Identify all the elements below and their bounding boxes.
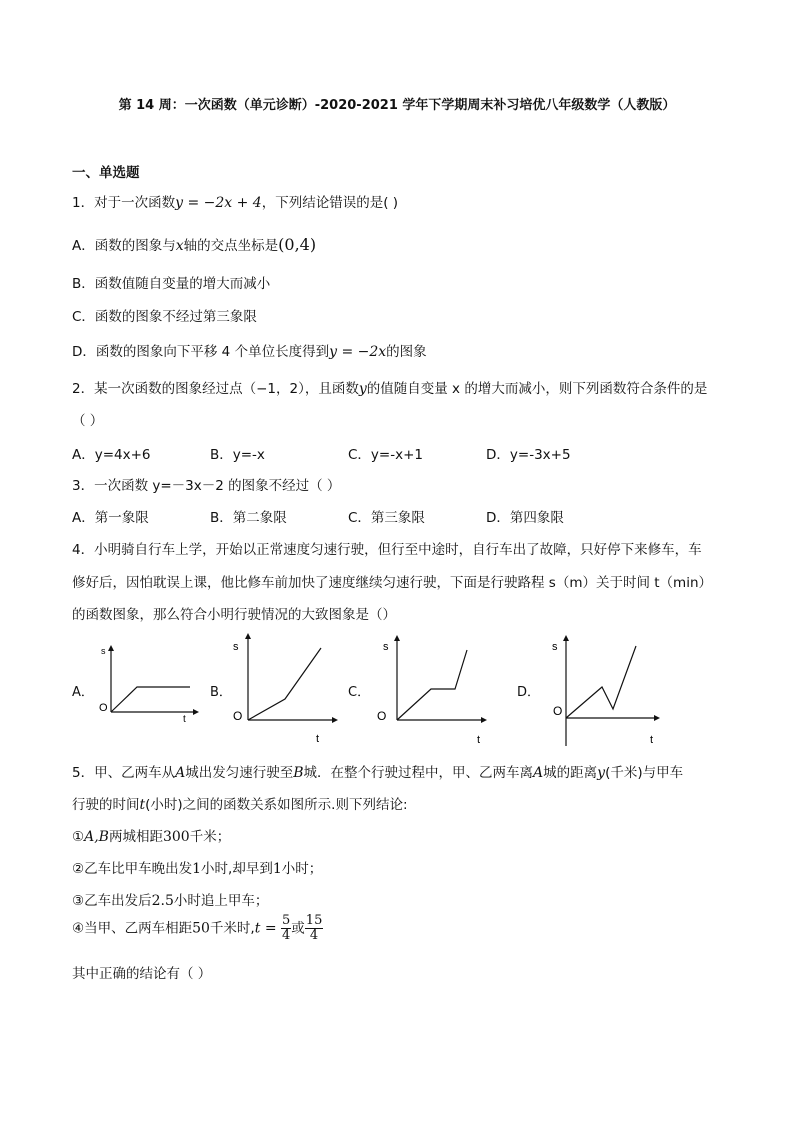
graph-a-curve [111, 687, 190, 712]
graph-d-origin: O [553, 704, 563, 718]
graph-b-origin: O [233, 709, 243, 723]
q5-c3a: ③乙车出发后 [72, 893, 152, 909]
graph-d-curve [566, 646, 636, 718]
q5-l2b: (小时)之间的函数关系如图所示.则下列结论: [145, 797, 408, 813]
q1-d-suf: 的图象 [386, 344, 427, 360]
q2-suf: 的值随自变量 x 的增大而减小，则下列函数符合条件的是 [366, 381, 708, 397]
q1-a-var: x [175, 238, 184, 254]
q2-stem-line2: （ ） [72, 413, 104, 429]
q2-var: y [358, 381, 367, 397]
q5-answer-prompt: 其中正确的结论有（ ） [72, 966, 212, 982]
q5-c1b: 两城相距 [108, 829, 163, 845]
q5-c1-num: 300 [162, 829, 190, 845]
q5-conclusion-2 [72, 857, 322, 877]
q5-l1a: 5．甲、乙两车从 [72, 765, 176, 781]
q4-graph-a-label: A． [72, 685, 94, 700]
q3-option-d: D．第四象限 [486, 510, 564, 526]
q4-graph-a [95, 640, 205, 724]
graph-c-t-arrow [481, 717, 487, 723]
q5-conclusion-3 [72, 889, 268, 909]
q1-option-d [72, 340, 427, 360]
q5-l1-y: y [597, 765, 606, 781]
frac2-num: 15 [305, 913, 323, 928]
q2-option-c: C．y=-x+1 [348, 447, 423, 463]
graph-d-t-arrow [654, 715, 660, 721]
q5-c4-num: 50 [192, 920, 210, 937]
q5-stem-line1 [72, 761, 683, 781]
q4-graph-b-label: B． [210, 685, 232, 700]
q3-option-b: B．第二象限 [210, 510, 287, 526]
q1-a-point: (0,4) [278, 235, 317, 254]
graph-b-t-label: t [316, 733, 320, 745]
q2-option-b: B．y=-x [210, 447, 265, 463]
q2-stem-line1 [72, 377, 707, 397]
page-title: 第 14 周：一次函数（单元诊断）-2020-2021 学年下学期周末补习培优八年级数学（人教版） [118, 98, 676, 113]
graph-c-curve [397, 650, 467, 720]
q1-d-pre: D．函数的图象向下平移 4 个单位长度得到 [72, 344, 330, 360]
q1-option-a [72, 234, 316, 254]
q3-stem: 3．一次函数 y=－3x－2 的图象不经过（ ） [72, 478, 341, 494]
q3-option-a: A．第一象限 [72, 510, 149, 526]
q5-c1c: 千米； [189, 829, 231, 845]
graph-a-s-arrow [108, 645, 114, 651]
q1-stem [72, 191, 398, 211]
q2-option-a: A．y=4x+6 [72, 447, 151, 463]
graph-d-s-label: s [552, 641, 558, 653]
q1-prefix: 1．对于一次函数 [72, 195, 176, 211]
q4-graph-b [228, 630, 340, 746]
q4-stem-line3: 的函数图象，那么符合小明行驶情况的大致图象是（） [72, 607, 396, 623]
graph-b-s-label: s [233, 641, 239, 653]
q5-c2c: 小时； [281, 861, 323, 877]
q5-c2a: ②乙车比甲车晚出发 [72, 861, 193, 877]
q5-c2-num1: 1 [192, 861, 202, 877]
q4-stem-line2: 修好后，因怕耽误上课，他比修车前加快了速度继续匀速行驶，下面是行驶路程 s（m）关于时间 t（min） [72, 575, 713, 591]
q1-d-expr: y = −2x [329, 344, 387, 360]
graph-c-t-label: t [477, 734, 481, 746]
q2-pre: 2．某一次函数的图象经过点（−1，2），且函数 [72, 381, 359, 397]
graph-c-s-label: s [383, 641, 389, 653]
q5-c3-num: 2.5 [151, 893, 174, 909]
q5-l1c: 城．在整个行驶过程中，甲、乙两车离 [303, 765, 534, 781]
graph-d-s-arrow [563, 635, 569, 641]
q5-c4a: ④当甲、乙两车相距 [72, 920, 193, 937]
graph-b-s-arrow [245, 633, 251, 639]
q4-graph-c-label: C． [348, 685, 371, 700]
q5-stem-line2 [72, 793, 408, 813]
q5-c1-AB: A,B [84, 829, 109, 845]
q5-l1-A2: A [533, 765, 544, 781]
graph-a-origin: O [99, 702, 108, 714]
frac2-den: 4 [309, 928, 319, 943]
q1-suffix: ，下列结论错误的是( ) [261, 195, 399, 211]
q1-option-b: B．函数值随自变量的增大而减小 [72, 276, 271, 292]
q5-l1-B: B [293, 765, 304, 781]
q5-l1-A: A [175, 765, 186, 781]
section-heading: 一、单选题 [72, 165, 140, 181]
graph-b-t-arrow [332, 717, 338, 723]
q5-l2a: 行驶的时间 [72, 797, 140, 813]
graph-a-t-label: t [183, 714, 186, 724]
q5-l1b: 城出发匀速行驶至 [185, 765, 294, 781]
q5-c2-num2: 1 [272, 861, 282, 877]
q5-l1e: (千米)与甲车 [605, 765, 684, 781]
q4-graph-c [373, 632, 489, 748]
q4-graph-d-label: D． [517, 685, 541, 700]
q5-c2b: 小时,却早到 [201, 861, 273, 877]
q4-graph-d [540, 632, 662, 748]
graph-b-curve [248, 648, 321, 720]
q5-conclusion-4 [72, 914, 323, 943]
q5-c4-eq: = [260, 920, 282, 937]
graph-c-origin: O [377, 709, 387, 723]
q5-l1d: 城的距离 [543, 765, 598, 781]
frac1-num: 5 [282, 913, 291, 928]
q5-l2-t: t [139, 797, 146, 813]
q5-c4-t: t [254, 920, 261, 937]
graph-c-s-arrow [394, 635, 400, 641]
q2-option-d: D．y=-3x+5 [486, 447, 571, 463]
q5-fraction-2 [305, 914, 324, 943]
q5-c3b: 小时追上甲车； [173, 893, 269, 909]
q1-a-pre: A．函数的图象与 [72, 238, 176, 254]
graph-a-s-label: s [101, 646, 106, 656]
q3-option-c: C．第三象限 [348, 510, 425, 526]
frac1-den: 4 [282, 928, 291, 943]
q1-a-mid: 轴的交点坐标是 [183, 238, 279, 254]
q5-c4-or: 或 [291, 920, 305, 937]
q5-conclusion-1 [72, 825, 230, 845]
q5-c4b: 千米时, [209, 920, 255, 937]
graph-d-t-label: t [650, 734, 654, 746]
q1-expression: y = −2x + 4 [175, 195, 262, 211]
graph-a-t-arrow [193, 709, 199, 715]
q4-stem-line1: 4．小明骑自行车上学，开始以正常速度匀速行驶，但行至中途时，自行车出了故障，只好停下来修车，车 [72, 542, 702, 558]
q5-fraction-1 [281, 914, 291, 943]
q5-c1a: ① [72, 829, 85, 845]
q1-option-c: C．函数的图象不经过第三象限 [72, 309, 257, 325]
